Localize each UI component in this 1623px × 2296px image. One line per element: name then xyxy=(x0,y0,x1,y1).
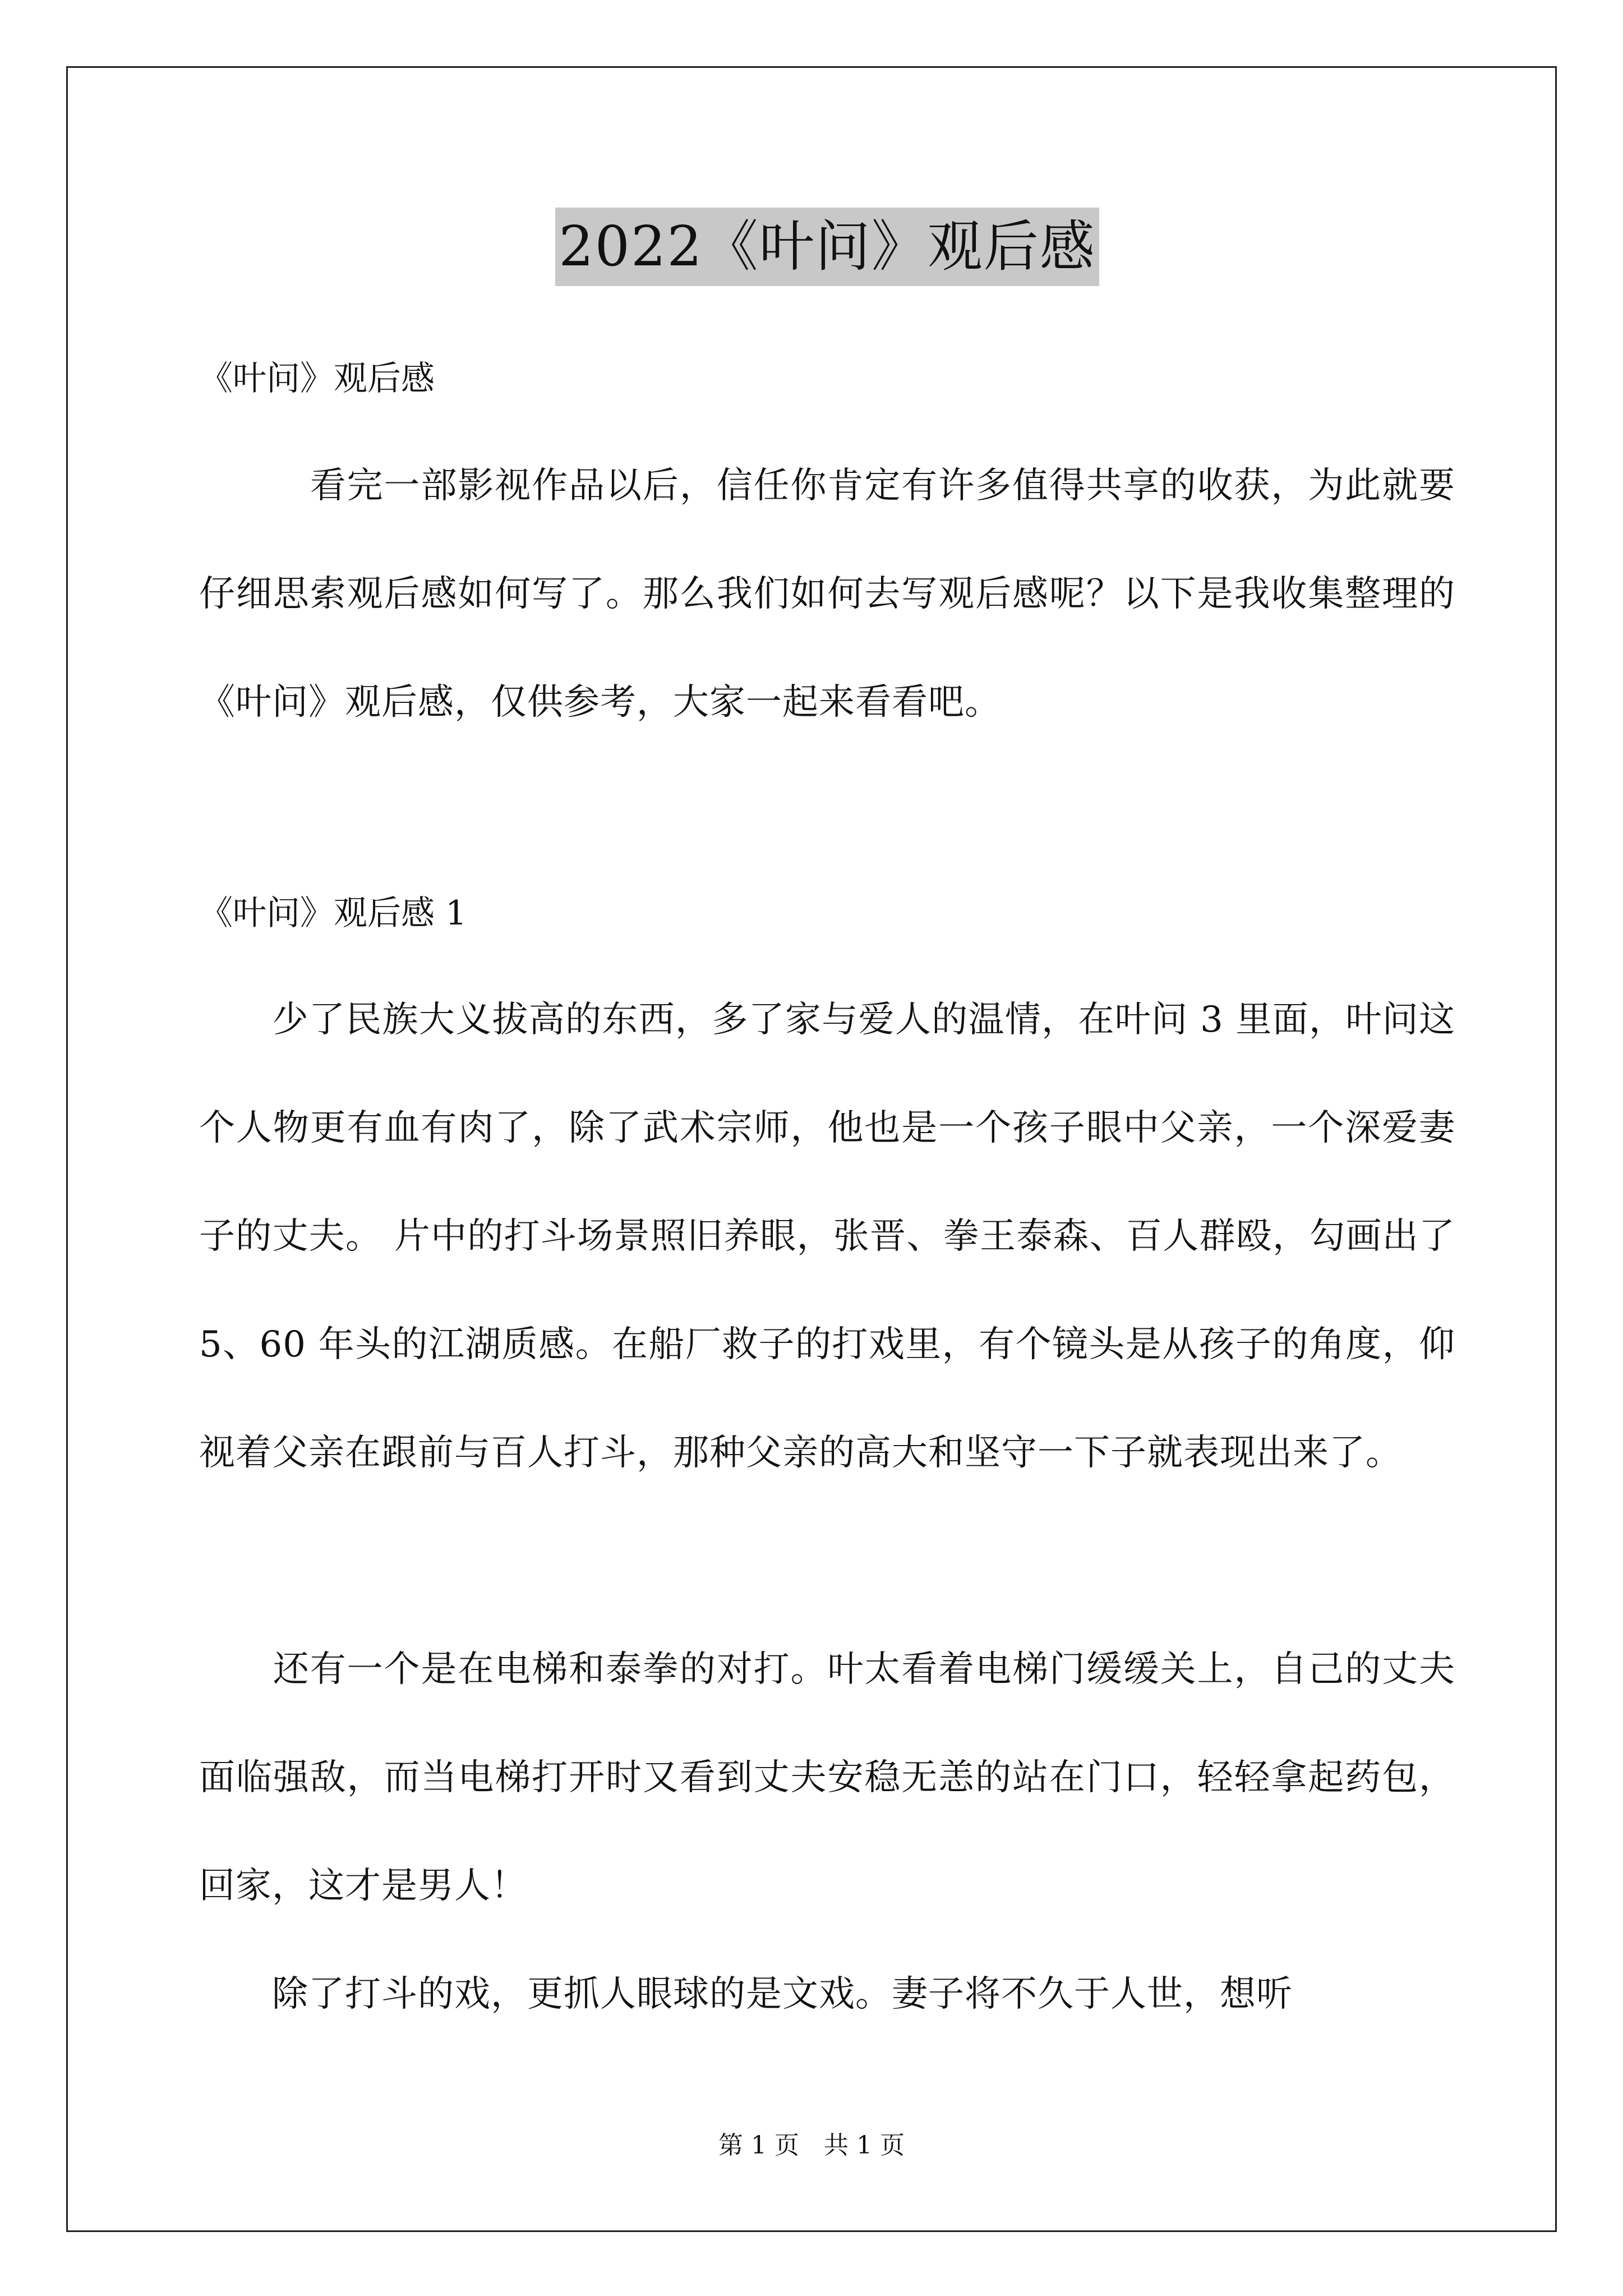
section1-paragraph-2: 还有一个是在电梯和泰拳的对打。叶太看着电梯门缓缓关上，自己的丈夫面临强敌，而当电梯打开时又看到丈夫安稳无恙的站在门口，轻轻拿起药包，回家，这才是男人！ xyxy=(199,1649,1455,1907)
section1-heading: 《叶问》观后感 1 xyxy=(199,894,467,933)
intro-heading: 《叶问》观后感 xyxy=(199,359,435,398)
title-container xyxy=(199,208,1455,286)
intro-paragraph: 看完一部影视作品以后，信任你肯定有许多值得共享的收获，为此就要仔细思索观后感如何写了。那么我们如何去写观后感呢？以下是我收集整理的《叶问》观后感，仅供参考，大家一起来看看吧。 xyxy=(199,465,1455,723)
section1-paragraph-1: 少了民族大义拔高的东西，多了家与爱人的温情，在叶问 3 里面，叶问这个人物更有血有肉了，除了武术宗师，他也是一个孩子眼中父亲，一个深爱妻子的丈夫。 片中的打斗场景照旧养眼，张晋、拳王泰森、百人群殴，勾画出了 5、60 年头的江湖质感。在船厂救子的打戏里，有个镜头是从孩子的角度，仰视着父亲在跟前与百人打斗，那种父亲的高大和坚守一下子就表现出来了。 xyxy=(199,999,1455,1474)
document-title: 2022《叶问》观后感 xyxy=(555,208,1099,286)
page-footer: 第 1 页 共 1 页 xyxy=(718,2131,905,2160)
section1-paragraph-3: 除了打斗的戏，更抓人眼球的是文戏。妻子将不久于人世，想听 xyxy=(199,1973,1293,2015)
